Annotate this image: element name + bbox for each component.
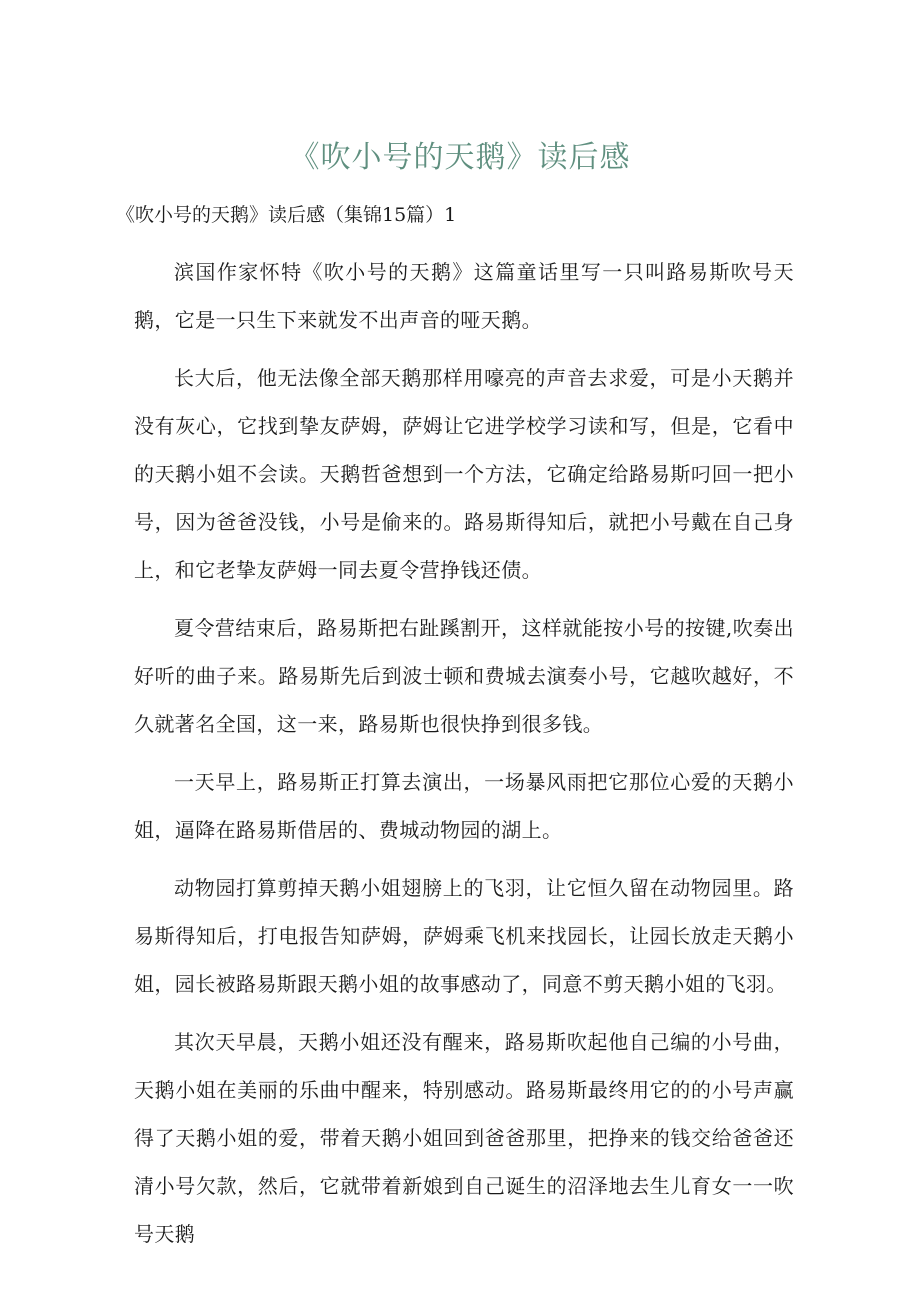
paragraph: 其次天早晨，天鹅小姐还没有醒来，路易斯吹起他自己编的小号曲，天鹅小姐在美丽的乐曲中醒来，特别感动。路易斯最终用它的的小号声赢得了天鹅小姐的爱，带着天鹅小姐回到爸爸那里，把挣来的钱交给爸爸还清小号欠款，然后，它就带着新娘到自己诞生的沼泽地去生儿育女一一吹号天鹅: [134, 1030, 794, 1246]
paragraph: 滨国作家怀特《吹小号的天鹅》这篇童话里写一只叫路易斯吹号天鹅，它是一只生下来就发不出声音的哑天鹅。: [134, 260, 794, 332]
document-subtitle: 《吹小号的天鹅》读后感（集锦15篇）1: [116, 204, 457, 226]
paragraph: 一天早上，路易斯正打算去演出，一场暴风雨把它那位心爱的天鹅小姐，逼降在路易斯借居的、费城动物园的湖上。: [134, 770, 794, 842]
paragraph: 动物园打算剪掉天鹅小姐翅膀上的飞羽，让它恒久留在动物园里。路易斯得知后，打电报告知萨姆，萨姆乘飞机来找园长，让园长放走天鹅小姐，园长被路易斯跟天鹅小姐的故事感动了，同意不剪天鹅小姐的飞羽。: [134, 876, 794, 996]
page-title: 《吹小号的天鹅》读后感: [289, 140, 631, 175]
paragraph: 长大后，他无法像全部天鹅那样用嚎亮的声音去求爱，可是小天鹅并没有灰心，它找到挚友萨姆，萨姆让它进学校学习读和写，但是，它看中的天鹅小姐不会读。天鹅哲爸想到一个方法，它确定给路易斯叼回一把小号，因为爸爸没钱，小号是偷来的。路易斯得知后，就把小号戴在自己身上，和它老挚友萨姆一同去夏令营挣钱还债。: [134, 366, 794, 582]
document-body: [134, 248, 794, 1268]
paragraph: 夏令营结束后，路易斯把右趾蹊割开，这样就能按小号的按键,吹奏出好听的曲子来。路易斯先后到波士顿和费城去演奏小号，它越吹越好，不久就著名全国，这一来，路易斯也很快挣到很多钱。: [134, 616, 794, 736]
